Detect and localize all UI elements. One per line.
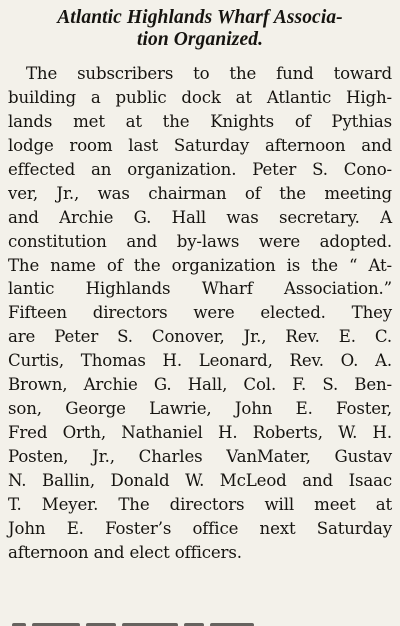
body-line: Brown, Archie G. Hall, Col. F. S. Ben- bbox=[8, 375, 392, 395]
body-line: are Peter S. Conover, Jr., Rev. E. C. bbox=[8, 327, 392, 347]
body-line: building a public dock at Atlantic High- bbox=[8, 87, 392, 107]
body-line: The name of the organization is the “ At- bbox=[8, 255, 392, 275]
body-line: afternoon and elect officers. bbox=[8, 542, 242, 562]
headline-line: Atlantic Highlands Wharf Associa- bbox=[57, 7, 343, 28]
body-line: son, George Lawrie, John E. Foster, bbox=[8, 399, 392, 419]
cut-off-next-line bbox=[12, 614, 312, 626]
body-line: Curtis, Thomas H. Leonard, Rev. O. A. bbox=[8, 351, 392, 371]
headline-line: tion Organized. bbox=[136, 28, 264, 50]
body-line: T. Meyer. The directors will meet at bbox=[8, 494, 392, 514]
body-line: lands met at the Knights of Pythias bbox=[8, 111, 392, 131]
article-body bbox=[8, 62, 392, 565]
body-line: Posten, Jr., Charles VanMater, Gustav bbox=[8, 447, 392, 466]
body-line: ver, Jr., was chairman of the meeting bbox=[8, 183, 392, 203]
body-line: and Archie G. Hall was secretary. A bbox=[8, 207, 392, 227]
body-line: lodge room last Saturday afternoon and bbox=[8, 135, 392, 155]
article-headline bbox=[0, 7, 400, 50]
body-line: effected an organization. Peter S. Cono- bbox=[8, 159, 392, 179]
body-line: The subscribers to the fund toward bbox=[26, 64, 392, 83]
body-line: Fred Orth, Nathaniel H. Roberts, W. H. bbox=[8, 423, 392, 443]
body-line: Fifteen directors were elected. They bbox=[8, 303, 392, 323]
body-line: lantic Highlands Wharf Association.” bbox=[8, 279, 392, 299]
body-line: N. Ballin, Donald W. McLeod and Isaac bbox=[8, 470, 392, 490]
body-line: constitution and by-laws were adopted. bbox=[8, 231, 392, 251]
body-line: John E. Foster’s office next Saturday bbox=[8, 518, 392, 538]
